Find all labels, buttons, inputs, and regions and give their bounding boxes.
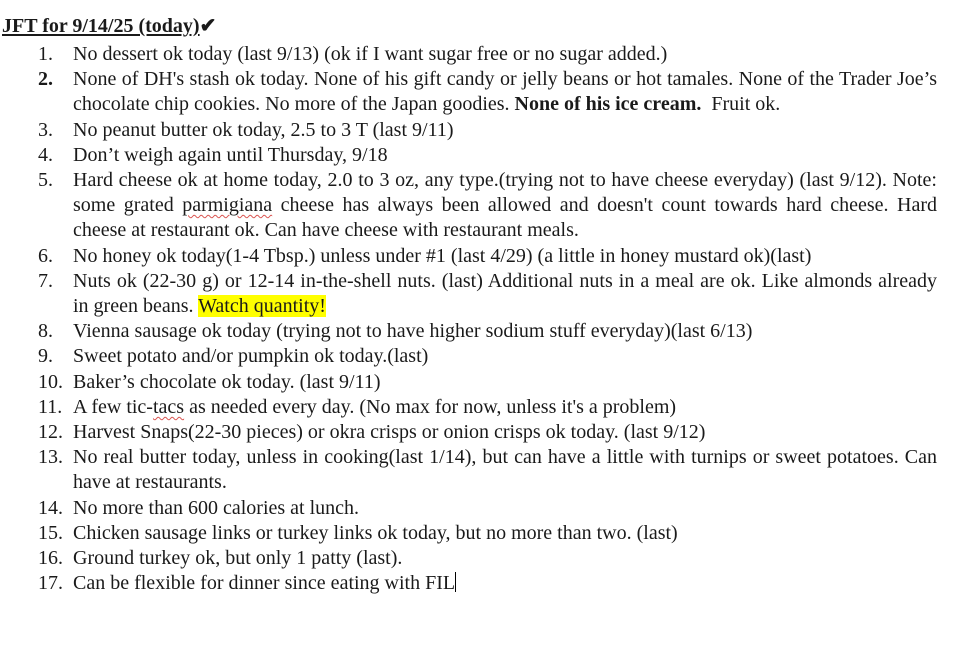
list-item-text: No honey ok today(1-4 Tbsp.) unless under #1 (last 4/29) (a little in honey mustard ok)(last) bbox=[73, 244, 812, 267]
list-item-number: 1. bbox=[38, 43, 53, 65]
list-item-text: A few tic- bbox=[73, 395, 153, 418]
list-item-text[interactable]: Can be flexible for dinner since eating with FIL bbox=[73, 572, 456, 595]
list-item-text: Harvest Snaps(22-30 pieces) or okra crisps or onion crisps ok today. (last 9/12) bbox=[73, 421, 706, 444]
list-item bbox=[0, 168, 937, 244]
list-item bbox=[0, 42, 937, 67]
list-item-text: Don’t weigh again until Thursday, 9/18 bbox=[73, 143, 388, 166]
list-item-number: 13. bbox=[38, 446, 63, 469]
list-item-text: cheese has always been allowed and doesn't count towards hard cheese. Hard cheese at restaurant ok. Can have cheese with restaurant meals. bbox=[73, 194, 938, 242]
list-item-text: None of DH's stash ok today. None of his gift candy or jelly beans or hot tamales. None of the Trader Joe’s chocolate chip cookies. No more of the Japan goodies. bbox=[73, 68, 937, 116]
list-item-number: 15. bbox=[38, 521, 63, 544]
document-heading bbox=[2, 14, 216, 39]
list-item-number: 9. bbox=[38, 345, 53, 368]
list-item-number: 11. bbox=[38, 395, 63, 418]
list-item-text: No more than 600 calories at lunch. bbox=[73, 496, 360, 519]
list-item-text: Fruit ok. bbox=[701, 93, 781, 116]
list-item-number: 7. bbox=[38, 269, 53, 292]
list-item-text: Vienna sausage ok today (trying not to have higher sodium stuff everyday)(last 6/13) bbox=[73, 320, 753, 343]
list-item-number: 8. bbox=[38, 320, 53, 343]
list-item bbox=[0, 370, 937, 395]
list-item bbox=[0, 118, 937, 143]
list-item bbox=[0, 496, 937, 521]
spellcheck-word[interactable]: parmigiana bbox=[182, 194, 273, 217]
list-item-bold-text: None of his ice cream. bbox=[514, 93, 702, 116]
list-item-number: 3. bbox=[38, 118, 53, 141]
list-item-number: 6. bbox=[38, 244, 53, 267]
list-item-number: 10. bbox=[38, 370, 63, 393]
highlighted-text: Watch quantity! bbox=[198, 295, 326, 318]
list-item bbox=[0, 67, 937, 117]
list-item-text: Sweet potato and/or pumpkin ok today.(last) bbox=[73, 345, 429, 368]
list-item bbox=[0, 546, 937, 571]
list-item-number: 16. bbox=[38, 547, 63, 570]
list-item-number: 2. bbox=[38, 68, 53, 91]
list-item-text: as needed every day. (No max for now, unless it's a problem) bbox=[184, 395, 677, 418]
list-item bbox=[0, 319, 937, 344]
list-item-number: 4. bbox=[38, 143, 53, 166]
list-item bbox=[0, 143, 937, 168]
list-item-text: Chicken sausage links or turkey links ok today, but no more than two. (last) bbox=[73, 521, 678, 544]
heading-title: JFT for 9/14/25 (today) bbox=[2, 15, 200, 37]
checkmark-icon: ✔ bbox=[199, 15, 217, 37]
list-item-text: No peanut butter ok today, 2.5 to 3 T (last 9/11) bbox=[73, 118, 454, 141]
list-item bbox=[0, 445, 937, 495]
list-item-number: 12. bbox=[38, 421, 63, 444]
list-item-text: Ground turkey ok, but only 1 patty (last). bbox=[73, 547, 403, 570]
list-item-number: 14. bbox=[38, 496, 63, 519]
list-item bbox=[0, 571, 937, 596]
spellcheck-word[interactable]: tacs bbox=[152, 395, 185, 418]
list-item-text: No dessert ok today (last 9/13) (ok if I want sugar free or no sugar added.) bbox=[73, 43, 668, 65]
list-item bbox=[0, 269, 937, 319]
list-item bbox=[0, 344, 937, 369]
list-item-number: 5. bbox=[38, 169, 53, 192]
list-item bbox=[0, 521, 937, 546]
diet-list bbox=[0, 42, 940, 596]
list-item bbox=[0, 420, 937, 445]
list-item-text: Hard cheese ok at home today, 2.0 to 3 oz, any type.(trying not to have cheese everyday) (last 9/12). Note: some grated bbox=[73, 169, 937, 217]
list-item-text: Nuts ok (22-30 g) or 12-14 in-the-shell nuts. (last) Additional nuts in a meal are ok. Like almonds already in green beans. bbox=[73, 269, 937, 318]
list-item-number: 17. bbox=[38, 572, 63, 595]
list-item-text: Baker’s chocolate ok today. (last 9/11) bbox=[73, 370, 381, 393]
list-item-text: No real butter today, unless in cooking(last 1/14), but can have a little with turnips or sweet potatoes. Can have at restaurants. bbox=[73, 446, 937, 494]
list-item bbox=[0, 395, 937, 420]
list-item bbox=[0, 244, 937, 269]
text-cursor bbox=[455, 572, 456, 592]
